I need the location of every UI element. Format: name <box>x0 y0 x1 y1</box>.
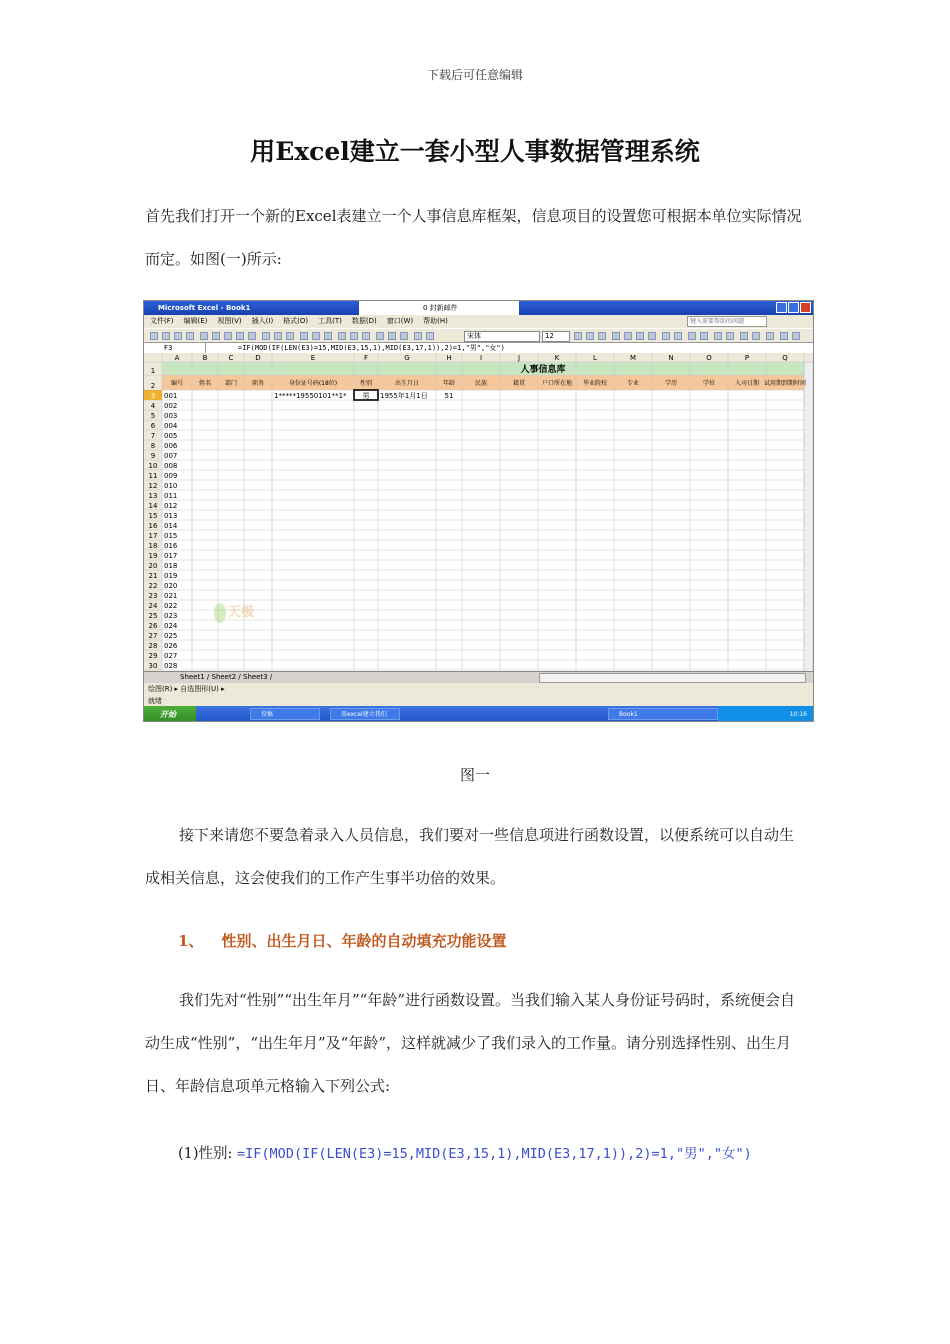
toolbar-button-icon[interactable] <box>236 332 244 340</box>
cell-value: 007 <box>164 452 178 460</box>
row-number: 11 <box>148 472 158 480</box>
name-box[interactable]: F3 <box>144 343 206 354</box>
toolbar-button-icon[interactable] <box>150 332 158 340</box>
header-label: 专业 <box>626 380 640 387</box>
toolbar-button-icon[interactable] <box>174 332 182 340</box>
column-letter: L <box>593 354 597 362</box>
row-number: 30 <box>148 662 158 670</box>
row-number: 27 <box>148 632 158 640</box>
toolbar-button-icon[interactable] <box>212 332 220 340</box>
menu-item[interactable]: 格式(O) <box>283 317 309 325</box>
formula-line <box>178 1142 752 1163</box>
row-number: 18 <box>148 542 158 550</box>
paragraph-functions: 接下来请您不要急着录入人员信息，我们要对一些信息项进行函数设置，以便系统可以自动生成相关信息，这会使我们的工作产生事半功倍的效果。 <box>145 826 795 887</box>
header-label: 部门 <box>224 380 238 387</box>
cell-value: 012 <box>164 502 178 510</box>
close-icon[interactable] <box>800 302 811 313</box>
toolbar-button-icon[interactable] <box>688 332 696 340</box>
toolbar-button-icon[interactable] <box>752 332 760 340</box>
cell-value: 003 <box>164 412 178 420</box>
toolbar-button-icon[interactable] <box>400 332 408 340</box>
header-label: 出生月日 <box>394 380 420 387</box>
menu-item[interactable]: 工具(T) <box>318 317 342 325</box>
row-number: 28 <box>148 642 158 650</box>
row-number: 17 <box>148 532 158 540</box>
row-number: 22 <box>148 582 158 590</box>
start-button[interactable]: 开始 <box>144 706 196 722</box>
row-number: 25 <box>148 612 158 620</box>
menu-item[interactable]: 窗口(W) <box>386 317 414 325</box>
column-letter: E <box>310 354 316 362</box>
column-letter: N <box>668 354 674 362</box>
header-label: 毕业院校 <box>582 380 608 387</box>
paragraph-auto-fill: 我们先对“性别”“出生年月”“年龄”进行函数设置。当我们输入某人身份证号码时，系统便会自动生成“性别”，“出生年月”及“年龄”，这样就减少了我们录入的工作量。请分别选择性别、出生月日、年龄信息项单元格输入下列公式: <box>145 991 796 1095</box>
row-number: 19 <box>148 552 158 560</box>
sheet-title: 人事信息库 <box>520 365 566 375</box>
horizontal-scrollbar[interactable] <box>539 673 806 683</box>
cell-value: 004 <box>164 422 178 430</box>
toolbar-button-icon[interactable] <box>362 332 370 340</box>
row-number: 3 <box>150 392 156 400</box>
toolbar-button-icon[interactable] <box>598 332 606 340</box>
toolbar-button-icon[interactable] <box>426 332 434 340</box>
header-label: 年龄 <box>442 380 456 387</box>
toolbar-button-icon[interactable] <box>248 332 256 340</box>
toolbar-button-icon[interactable] <box>714 332 722 340</box>
grid-background <box>144 353 813 671</box>
formula-bar <box>144 342 813 353</box>
page-header: 下载后可任意编辑 <box>426 68 523 82</box>
header-label: 职务 <box>251 380 265 387</box>
toolbar-button-icon[interactable] <box>612 332 620 340</box>
toolbar-button-icon[interactable] <box>648 332 656 340</box>
cell-value: 001 <box>164 392 178 400</box>
header-label: 姓名 <box>198 380 212 387</box>
system-tray-clock: 10:16 <box>718 706 813 722</box>
toolbar-button-icon[interactable] <box>186 332 194 340</box>
menu-item[interactable]: 插入(I) <box>251 317 274 325</box>
column-letter: G <box>404 354 410 362</box>
cell-value: 010 <box>164 482 178 490</box>
cell-value: 024 <box>164 622 178 630</box>
font-size-select[interactable]: 12 <box>542 331 570 342</box>
menu-item[interactable]: 视图(V) <box>217 317 242 325</box>
row-number: 21 <box>148 572 158 580</box>
header-label: 户口所在地 <box>541 380 573 387</box>
toolbar <box>144 328 813 342</box>
row-number: 23 <box>148 592 158 600</box>
spreadsheet-grid[interactable] <box>144 353 813 671</box>
title-band <box>162 362 804 375</box>
toolbar-button-icon[interactable] <box>662 332 670 340</box>
help-search-box[interactable]: 键入需要帮助的问题 <box>687 316 767 327</box>
toolbar-button-icon[interactable] <box>200 332 208 340</box>
header-label: 民族 <box>474 380 488 387</box>
cell-value: 023 <box>164 612 178 620</box>
header-label: 籍贯 <box>512 380 526 387</box>
cell-value: 男 <box>362 392 370 400</box>
toolbar-button-icon[interactable] <box>586 332 594 340</box>
cell-value: 015 <box>164 532 178 540</box>
status-bar: 就绪 <box>144 696 813 706</box>
row-number: 26 <box>148 622 158 630</box>
toolbar-button-icon[interactable] <box>338 332 346 340</box>
row-number: 8 <box>150 442 156 450</box>
cell-value: 027 <box>164 652 178 660</box>
toolbar-button-icon[interactable] <box>262 332 270 340</box>
toolbar-button-icon[interactable] <box>376 332 384 340</box>
toolbar-button-icon[interactable] <box>312 332 320 340</box>
toolbar-button-icon[interactable] <box>726 332 734 340</box>
cell-value: 1*****19550101**1* <box>274 392 347 400</box>
header-label: 学位 <box>702 380 716 387</box>
intro-paragraph: 首先我们打开一个新的Excel表建立一个人事信息库框架，信息项目的设置您可根据本单位实际情况而定。如图(一)所示: <box>145 207 802 268</box>
row-number: 12 <box>148 482 158 490</box>
column-letter: A <box>174 354 180 362</box>
toolbar-button-icon[interactable] <box>766 332 774 340</box>
toolbar-button-icon[interactable] <box>388 332 396 340</box>
toolbar-button-icon[interactable] <box>286 332 294 340</box>
window-title: Microsoft Excel - Book1 <box>158 304 251 312</box>
cell-value: 017 <box>164 552 178 560</box>
row-number: 6 <box>150 422 156 430</box>
menu-item[interactable]: 文件(F) <box>150 317 174 325</box>
row-number: 9 <box>150 452 156 460</box>
drawing-toolbar: 绘图(R) ▸ 自选图形(U) ▸ <box>144 683 813 696</box>
formula-code: =IF(MOD(IF(LEN(E3)=15,MID(E3,15,1),MID(E3,17,1)),2)=1,"男","女") <box>237 1146 752 1162</box>
menu-bar <box>144 315 813 328</box>
taskbar <box>144 706 813 722</box>
cell-value: 025 <box>164 632 178 640</box>
toolbar-button-icon[interactable] <box>414 332 422 340</box>
toolbar-button-icon[interactable] <box>300 332 308 340</box>
cell-value: 018 <box>164 562 178 570</box>
document-title: 用Excel建立一套小型人事数据管理系统 <box>250 137 700 166</box>
header-label: 学历 <box>664 380 678 387</box>
header-label: 编号 <box>170 380 184 387</box>
column-letter: C <box>228 354 234 362</box>
cell-value: 51 <box>444 392 454 400</box>
sheet-tabs <box>144 671 813 682</box>
column-letter: F <box>363 354 369 362</box>
vertical-scrollbar[interactable] <box>804 362 813 671</box>
menu-item[interactable]: 帮助(H) <box>423 317 448 325</box>
row-number: 10 <box>148 462 158 470</box>
cell-value: 016 <box>164 542 178 550</box>
cell-value: 011 <box>164 492 178 500</box>
row-number: 14 <box>148 502 158 510</box>
formula-text[interactable]: =IF(MOD(IF(LEN(E3)=15,MID(E3,15,1),MID(E3,17,1)),2)=1,"男","女") <box>238 344 505 352</box>
toolbar-button-icon[interactable] <box>350 332 358 340</box>
column-letter: O <box>706 354 712 362</box>
font-select[interactable]: 宋体 <box>464 331 540 342</box>
cell-value: 020 <box>164 582 178 590</box>
row-number: 20 <box>148 562 158 570</box>
cell-value: 028 <box>164 662 178 670</box>
column-letter: K <box>554 354 560 362</box>
cell-value: 006 <box>164 442 178 450</box>
column-letter: M <box>629 354 637 362</box>
toolbar-button-icon[interactable] <box>162 332 170 340</box>
toolbar-button-icon[interactable] <box>700 332 708 340</box>
cell-value: 022 <box>164 602 178 610</box>
toolbar-button-icon[interactable] <box>636 332 644 340</box>
column-letter: H <box>446 354 452 362</box>
toolbar-button-icon[interactable] <box>674 332 682 340</box>
cell-value: 019 <box>164 572 178 580</box>
excel-screenshot <box>143 300 814 722</box>
cell-value: 005 <box>164 432 178 440</box>
mail-tab: 0 封新邮件 <box>359 301 519 315</box>
minimize-icon[interactable] <box>776 302 787 313</box>
cell-value: 009 <box>164 472 178 480</box>
column-letter: D <box>255 354 261 362</box>
header-label: 入司日期 <box>734 380 760 387</box>
watermark-logo: 天极 <box>214 601 254 623</box>
cell-value: 021 <box>164 592 178 600</box>
task-item[interactable]: 用excel建立我们 <box>330 708 400 720</box>
task-item[interactable]: 投稿 <box>250 708 320 720</box>
task-item[interactable]: Book1 <box>608 708 718 720</box>
row-number: 13 <box>148 492 158 500</box>
figure-caption: 图一 <box>459 766 490 784</box>
toolbar-button-icon[interactable] <box>780 332 788 340</box>
row-number: 2 <box>150 382 156 390</box>
toolbar-button-icon[interactable] <box>624 332 632 340</box>
column-letter: J <box>517 354 521 362</box>
excel-titlebar <box>144 301 813 315</box>
toolbar-button-icon[interactable] <box>224 332 232 340</box>
row-number: 16 <box>148 522 158 530</box>
column-letter: B <box>202 354 208 362</box>
column-letter: P <box>744 354 750 362</box>
row-number: 5 <box>150 412 156 420</box>
toolbar-button-icon[interactable] <box>324 332 332 340</box>
row-number: 7 <box>150 432 156 440</box>
cell-value: 002 <box>164 402 178 410</box>
leaf-icon <box>214 603 226 623</box>
column-letter: I <box>479 354 483 362</box>
header-label: 性别 <box>359 380 373 387</box>
cell-value: 013 <box>164 512 178 520</box>
formula-label: (1)性别: <box>178 1146 233 1162</box>
row-number: 24 <box>148 602 158 610</box>
cell-value: 008 <box>164 462 178 470</box>
row-number: 4 <box>150 402 156 410</box>
menu-item[interactable]: 编辑(E) <box>183 317 208 325</box>
column-header-bar <box>144 353 813 362</box>
sheet-tab-list[interactable]: Sheet1 / Sheet2 / Sheet3 / <box>180 673 273 681</box>
row-number: 29 <box>148 652 158 660</box>
toolbar-button-icon[interactable] <box>274 332 282 340</box>
toolbar-button-icon[interactable] <box>574 332 582 340</box>
header-label: 身份证号码(18位) <box>288 380 338 387</box>
header-label: 试用期到期时间 <box>763 380 807 387</box>
maximize-icon[interactable] <box>788 302 799 313</box>
cell-value: 1955年1月1日 <box>380 392 428 400</box>
section-heading: 1、 性别、出生月日、年龄的自动填充功能设置 <box>178 932 507 950</box>
row-number: 1 <box>150 367 156 375</box>
cell-value: 026 <box>164 642 178 650</box>
row-number: 15 <box>148 512 158 520</box>
column-letter: Q <box>782 354 788 362</box>
toolbar-button-icon[interactable] <box>740 332 748 340</box>
toolbar-button-icon[interactable] <box>792 332 800 340</box>
menu-item[interactable]: 数据(D) <box>351 317 377 325</box>
cell-value: 014 <box>164 522 178 530</box>
